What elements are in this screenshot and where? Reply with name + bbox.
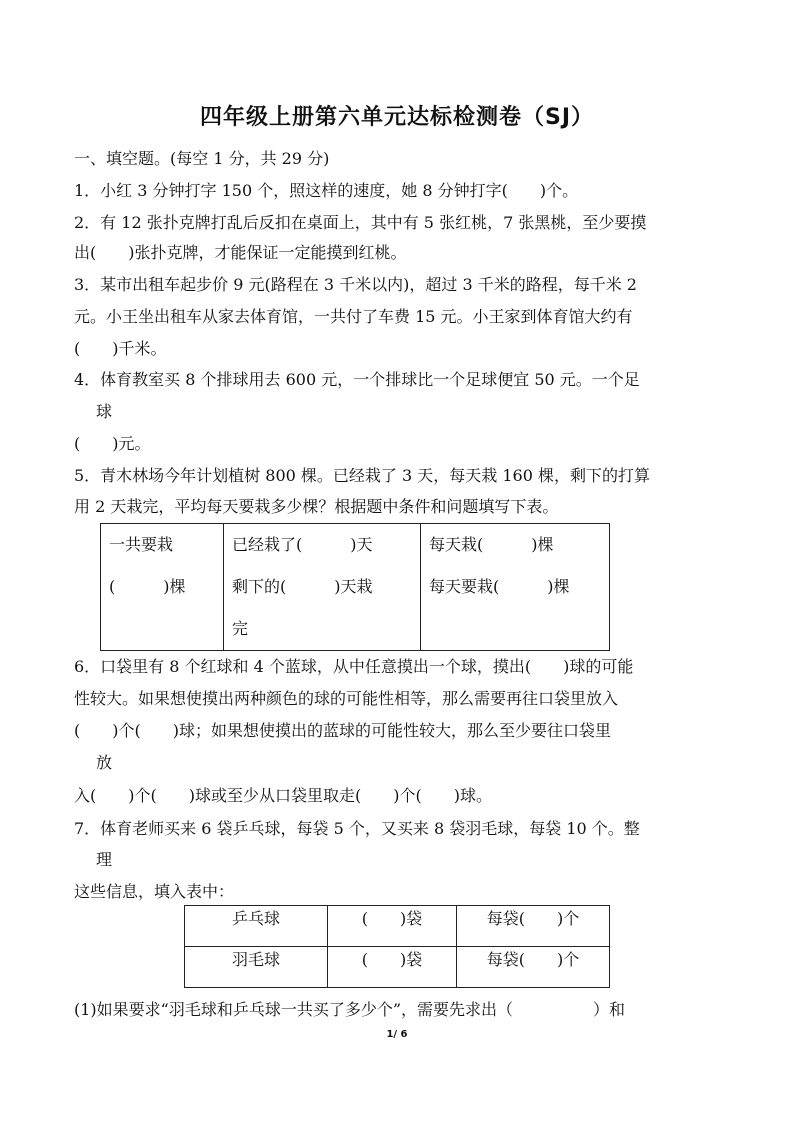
planting-total-blank: ( )棵	[109, 577, 186, 596]
question-7-line-2: 理	[96, 850, 113, 869]
planting-total-cell	[101, 524, 224, 651]
table-row	[185, 947, 610, 988]
question-2-line-2: 出( )张扑克牌，才能保证一定能摸到红桃。	[74, 243, 407, 262]
planting-rate-cell	[421, 524, 610, 651]
question-6-line-5: 入( )个( )球或至少从口袋里取走( )个( )球。	[74, 786, 492, 805]
question-7-line-3: 这些信息，填入表中：	[74, 882, 235, 901]
ball-name: 羽毛球	[185, 947, 328, 988]
question-6-line-4: 放	[96, 753, 113, 772]
page-number: 1/ 6	[386, 1029, 408, 1040]
planted-days: 已经栽了( )天	[232, 535, 373, 554]
page-title: 四年级上册第六单元达标检测卷（SJ）	[199, 105, 595, 130]
per-bag-count: 每袋( )个	[457, 906, 610, 947]
planting-table	[100, 523, 610, 651]
question-3-line-2: 元。小王坐出租车从家去体育馆，一共付了车费 15 元。小王家到体育馆大约有	[74, 307, 633, 326]
table-row	[185, 906, 610, 947]
bag-count: ( )袋	[328, 906, 457, 947]
ball-name: 乒乓球	[185, 906, 328, 947]
question-4-line-3: ( )元。	[74, 434, 151, 453]
question-6-line-3: ( )个( )球；如果想使摸出的蓝球的可能性较大，那么至少要往口袋里	[74, 721, 611, 740]
planting-days-cell	[224, 524, 421, 651]
question-3-line-1: 3．某市出租车起步价 9 元(路程在 3 千米以内)，超过 3 千米的路程，每千米 2	[74, 275, 637, 294]
daily-planted: 每天栽( )棵	[429, 535, 554, 554]
bag-count: ( )袋	[328, 947, 457, 988]
question-1: 1．小红 3 分钟打字 150 个，照这样的速度，她 8 分钟打字( )个。	[74, 181, 579, 200]
question-2-line-1: 2．有 12 张扑克牌打乱后反扣在桌面上，其中有 5 张红桃，7 张黑桃，至少要摸	[74, 213, 647, 232]
question-5-line-2: 用 2 天栽完，平均每天要栽多少棵？根据题中条件和问题填写下表。	[74, 497, 559, 516]
daily-required: 每天要栽( )棵	[429, 577, 570, 596]
remaining-days: 剩下的( )天栽	[232, 577, 373, 596]
question-5-line-1: 5．青木林场今年计划植树 800 棵。已经栽了 3 天，每天栽 160 棵，剩下的打算	[74, 466, 650, 485]
planting-total-label: 一共要栽	[109, 535, 174, 554]
question-4-line-2: 球	[96, 402, 113, 421]
per-bag-count: 每袋( )个	[457, 947, 610, 988]
question-3-line-3: ( )千米。	[74, 339, 167, 358]
section-heading: 一、填空题。(每空 1 分，共 29 分)	[74, 149, 330, 168]
question-7-sub-1: (1)如果要求“羽毛球和乒乓球一共买了多少个”，需要先求出（ ）和	[74, 1000, 626, 1019]
remaining-days-suffix: 完	[232, 619, 249, 638]
ball-table	[184, 905, 610, 988]
question-6-line-2: 性较大。如果想使摸出两种颜色的球的可能性相等，那么需要再往口袋里放入	[74, 689, 619, 708]
question-7-line-1: 7．体育老师买来 6 袋乒乓球，每袋 5 个，又买来 8 袋羽毛球，每袋 10 个。整	[74, 819, 640, 838]
question-4-line-1: 4．体育教室买 8 个排球用去 600 元，一个排球比一个足球便宜 50 元。一个足	[74, 370, 640, 389]
question-6-line-1: 6．口袋里有 8 个红球和 4 个蓝球，从中任意摸出一个球，摸出( )球的可能	[74, 657, 634, 676]
